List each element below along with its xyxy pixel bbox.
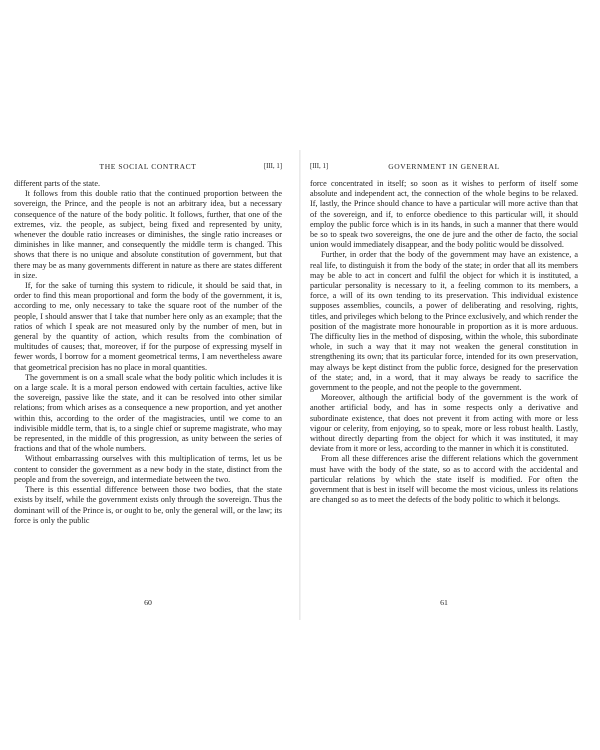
left-page-number: 60	[144, 598, 152, 607]
paragraph: There is this essential difference between those two bodies, that the state exists by itself, while the government exists only through the sovereign. Thus the dominant will of the Prince is, or ought to be, only the general will, or the law; its force is only the public	[14, 485, 282, 525]
paragraph: different parts of the state.	[14, 179, 101, 188]
paragraph: Moreover, although the artificial body of the government is the work of another artificial body, and has in some respects only a derivative and subordinate existence, that does not prevent it from acting with more or less vigour or celerity, from enjoying, so to speak, more or less robust health. Lastly, without directly departing from the object for which it was instituted, it may deviate from it more or less, according to the manner in which it is constituted.	[310, 393, 578, 454]
book-gutter	[299, 150, 301, 620]
right-section-ref: [III, 1]	[310, 163, 329, 170]
paragraph: The government is on a small scale what the body politic which includes it is on a large scale. It is a moral person endowed with certain faculties, active like the sovereign, passive like the state, and it can be resolved into other similar relations; from which arises as a consequence a new proportion, and yet another within this, according to the order of the magistracies, until we come to an indivisible middle term, that is, to a single chief or supreme magistrate, who may be represented, in the middle of this progression, as unity between the series of fractions and that of the whole numbers.	[14, 372, 282, 454]
left-running-head: THE SOCIAL CONTRACT	[99, 162, 197, 171]
paragraph: force concentrated in itself; so soon as it wishes to perform of itself some absolute and independent act, the connection of the whole begins to be relaxed. If, lastly, the Prince should chance to have a particular will more active than that of the sovereign, and if, to enforce obedience to this particular will, it should employ the public force which is in its hands, in such a manner that there would be so to speak two sovereigns, the one de jure and the other de facto, the social union would immediately disappear, and the body politic would be dissolved.	[310, 179, 578, 250]
paragraph: If, for the sake of turning this system to ridicule, it should be said that, in order to find this mean proportional and form the body of the government, it is, according to me, only necessary to take the square root of the number of the people, I should answer that I take that number here only as an example; that the ratios of which I speak are not measured only by the number of men, but in general by the quantity of action, which results from the combination of multitudes of causes; that, moreover, if for the purpose of expressing myself in fewer words, I borrow for a moment geometrical terms, I am nevertheless aware that geometrical precision has no place in moral quantities.	[14, 281, 282, 372]
right-running-head: GOVERNMENT IN GENERAL	[388, 162, 500, 171]
right-page-header	[310, 160, 578, 174]
right-page-text	[310, 179, 578, 506]
left-section-ref: [III, 1]	[263, 163, 282, 170]
left-page-text	[14, 179, 282, 526]
left-page	[14, 160, 282, 526]
right-page-number: 61	[440, 598, 448, 607]
right-page	[310, 160, 578, 506]
paragraph: Without embarrassing ourselves with this multiplication of terms, let us be content to consider the government as a new body in the state, distinct from the people and from the sovereign, and intermediate between the two.	[14, 454, 282, 484]
paragraph: It follows from this double ratio that the continued proportion between the sovereign, the Prince, and the people is not an arbitrary idea, but a necessary consequence of the nature of the body politic. It follows, further, that one of the extremes, viz. the people, as subject, being fixed and represented by unity, whenever the double ratio increases or diminishes, the single ratio increases or diminishes in like manner, and consequently the middle term is changed. This shows that there is no unique and absolute constitution of government, but that there may be as many governments different in nature as there are states different in size.	[14, 189, 282, 280]
left-page-header	[14, 160, 282, 174]
paragraph: From all these differences arise the different relations which the government must have with the body of the state, so as to accord with the accidental and particular relations by which the state itself is modified. For often the government that is best in itself will become the most vicious, unless its relations are changed so as to meet the defects of the body politic to which it belongs.	[310, 454, 578, 505]
paragraph: Further, in order that the body of the government may have an existence, a real life, to distinguish it from the body of the state; in order that all its members may be able to act in concert and fulfil the object for which it is instituted, a particular personality is necessary to it, a feeling common to its members, a force, a will of its own tending to its preservation. This individual existence supposes assemblies, councils, a power of deliberating and resolving, rights, titles, and privileges which belong to the Prince exclusively, and which render the position of the magistrate more honourable in proportion as it is more arduous. The difficulty lies in the method of disposing, within the whole, this subordinate whole, in such a way that it may not weaken the general constitution in strengthening its own; that its particular force, intended for its own preservation, may always be kept distinct from the public force, designed for the preservation of the state; and, in a word, that it may always be ready to sacrifice the government to the people, and not the people to the government.	[310, 250, 578, 393]
